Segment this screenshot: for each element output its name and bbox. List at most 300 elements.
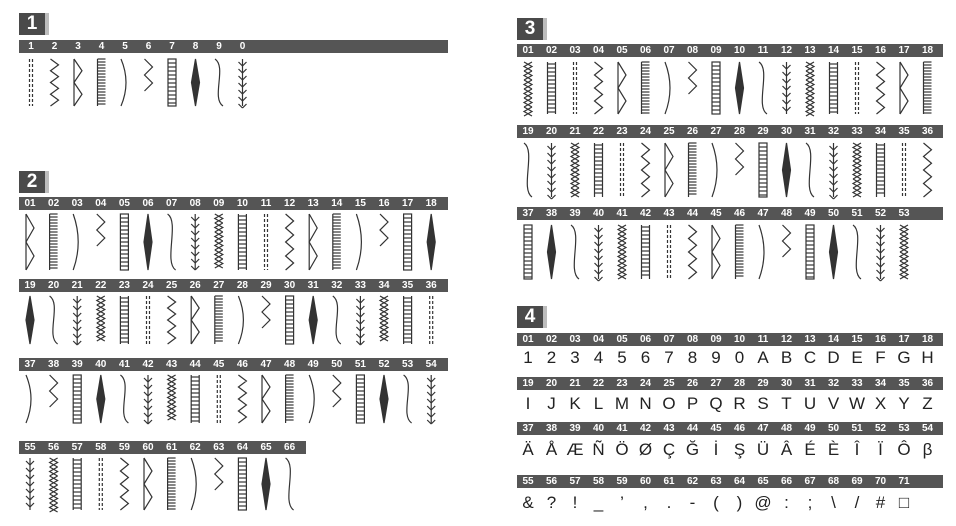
stitch-pattern-icon: [51, 59, 59, 106]
stitch-number-label: 59: [118, 442, 130, 453]
stitch-pattern-icon: [427, 214, 435, 270]
stitch-pattern-icon: [50, 296, 58, 344]
character-glyph: Ü: [756, 440, 770, 459]
stitch-number-label: 9: [216, 41, 222, 52]
stitch-number-label: 03: [569, 45, 581, 56]
character-glyph: #: [875, 493, 886, 512]
stitch-number-label: 46: [733, 423, 746, 434]
stitch-pattern-icon: [147, 296, 150, 344]
stitch-number-label: 06: [639, 45, 652, 56]
stitch-number-label: 23: [616, 378, 628, 389]
stitch-number-label: 42: [142, 359, 154, 370]
stitch-number-label: 57: [71, 442, 83, 453]
stitch-pattern-icon: [356, 296, 364, 345]
stitch-pattern-icon: [618, 225, 626, 279]
character-glyph: 4: [593, 348, 604, 367]
stitch-pattern-icon: [806, 143, 814, 197]
stitch-number-label: 41: [616, 423, 628, 434]
stitch-number-label: 43: [663, 423, 675, 434]
stitch-number-label: 17: [898, 45, 910, 56]
stitch-number-label: 55: [24, 442, 36, 453]
stitch-pattern-icon: [121, 59, 126, 106]
stitch-number-label: 31: [804, 126, 816, 137]
stitch-number-label: 61: [166, 442, 178, 453]
stitch-number-label: 0: [239, 41, 246, 52]
character-glyph: V: [827, 394, 840, 413]
stitch-pattern-icon: [642, 225, 650, 279]
stitch-pattern-icon: [595, 143, 603, 197]
character-glyph: E: [851, 348, 863, 367]
stitch-pattern-icon: [215, 214, 223, 268]
stitch-number-label: 06: [142, 198, 154, 209]
section-4-row-2-characters: [517, 394, 943, 416]
section-3-badge: 3: [517, 18, 543, 40]
stitch-number-label: 43: [166, 359, 178, 370]
stitch-number-label: 41: [616, 208, 628, 219]
section-2-row-2-stitch-patterns: [19, 292, 448, 348]
stitch-number-label: 68: [827, 476, 840, 487]
stitch-number-label: 46: [733, 208, 746, 219]
stitch-pattern-icon: [783, 143, 791, 197]
stitch-number-label: 26: [686, 126, 699, 137]
stitch-number-label: 42: [639, 423, 652, 434]
stitch-number-label: 10: [733, 334, 746, 345]
character-glyph: Ö: [615, 440, 629, 459]
section-3-row-2-number-bar: [517, 125, 943, 138]
stitch-pattern-icon: [73, 296, 81, 345]
stitch-pattern-icon: [286, 214, 294, 270]
stitch-number-label: 6: [145, 41, 152, 52]
stitch-number-label: 13: [804, 45, 816, 56]
stitch-number-label: 22: [592, 378, 605, 389]
stitch-pattern-icon: [595, 62, 603, 114]
stitch-pattern-icon: [144, 458, 152, 510]
stitch-number-label: 59: [616, 476, 628, 487]
stitch-pattern-icon: [571, 143, 579, 197]
stitch-number-label: 14: [827, 45, 840, 56]
stitch-number-label: 03: [569, 334, 581, 345]
stitch-number-label: 39: [569, 423, 581, 434]
stitch-number-label: 50: [827, 208, 840, 219]
stitch-number-label: 37: [522, 208, 534, 219]
stitch-number-label: 03: [71, 198, 83, 209]
character-glyph: \: [831, 493, 836, 512]
stitch-number-label: 26: [686, 378, 699, 389]
stitch-pattern-icon: [759, 225, 764, 279]
stitch-number-label: 41: [118, 359, 130, 370]
stitch-number-label: 05: [616, 45, 628, 56]
stitch-number-label: 01: [522, 334, 534, 345]
stitch-number-label: 21: [569, 126, 581, 137]
section-4-row-2-number-bar: [517, 377, 943, 390]
stitch-number-label: 39: [71, 359, 83, 370]
section-2-badge: 2: [19, 171, 45, 193]
stitch-number-label: 09: [213, 198, 225, 209]
character-glyph: ,: [643, 493, 648, 512]
character-glyph: !: [572, 493, 578, 512]
stitch-number-label: 66: [284, 442, 296, 453]
character-glyph: Î: [854, 440, 860, 459]
stitch-pattern-icon: [262, 458, 270, 510]
stitch-number-label: 29: [260, 280, 272, 291]
stitch-number-label: 22: [95, 280, 107, 291]
stitch-pattern-icon: [853, 143, 861, 197]
stitch-number-label: 63: [710, 476, 722, 487]
stitch-number-label: 57: [569, 476, 581, 487]
stitch-pattern-icon: [50, 214, 58, 270]
stitch-number-label: 53: [898, 423, 910, 434]
stitch-number-label: 48: [780, 208, 793, 219]
stitch-number-label: 71: [898, 476, 910, 487]
character-glyph: Ğ: [685, 440, 700, 459]
section-4-row-4-characters: [517, 493, 943, 515]
stitch-number-label: 40: [592, 423, 605, 434]
section-2-row-2-number-bar: [19, 279, 448, 292]
stitch-number-label: 46: [236, 359, 248, 370]
character-glyph: K: [569, 394, 581, 413]
stitch-number-label: 56: [48, 442, 60, 453]
character-glyph: ?: [546, 493, 557, 512]
stitch-pattern-icon: [736, 62, 744, 114]
section-3-row-3-number-bar: [517, 207, 943, 220]
stitch-number-label: 33: [851, 378, 863, 389]
character-glyph: O: [662, 394, 676, 413]
stitch-number-label: 12: [780, 45, 793, 56]
stitch-number-label: 25: [663, 378, 675, 389]
stitch-number-label: 13: [804, 334, 816, 345]
stitch-pattern-icon: [642, 143, 650, 197]
character-glyph: 7: [664, 348, 674, 367]
character-glyph: U: [803, 394, 817, 413]
stitch-number-label: 34: [874, 126, 887, 137]
stitch-pattern-icon: [238, 458, 246, 510]
stitch-pattern-icon: [524, 143, 532, 197]
section-2-row-3-stitch-patterns: [19, 371, 448, 427]
stitch-pattern-icon: [924, 62, 932, 114]
stitch-number-label: 17: [402, 198, 414, 209]
character-glyph: Ä: [522, 440, 534, 459]
stitch-number-label: 45: [710, 423, 722, 434]
stitch-pattern-icon: [145, 59, 153, 91]
stitch-pattern-icon: [333, 375, 341, 407]
stitch-number-label: 49: [804, 423, 816, 434]
section-1-badge: 1: [19, 13, 45, 35]
stitch-number-label: 18: [425, 198, 437, 209]
character-glyph: T: [781, 394, 792, 413]
stitch-number-label: 12: [284, 198, 296, 209]
character-glyph: β: [922, 440, 933, 459]
stitch-number-label: 61: [663, 476, 675, 487]
stitch-pattern-icon: [238, 214, 246, 270]
stitch-number-label: 07: [663, 334, 675, 345]
stitch-pattern-icon: [217, 375, 220, 423]
character-glyph: (: [713, 493, 719, 512]
stitch-number-label: 16: [378, 198, 390, 209]
stitch-pattern-icon: [524, 225, 532, 279]
stitch-pattern-icon: [877, 225, 885, 281]
stitch-number-label: 15: [354, 198, 366, 209]
stitch-pattern-icon: [571, 225, 579, 279]
stitch-number-label: 36: [921, 378, 934, 389]
stitch-pattern-icon: [144, 214, 152, 270]
character-glyph: Ø: [638, 440, 653, 459]
stitch-pattern-icon: [262, 296, 270, 328]
character-glyph: 3: [570, 348, 580, 367]
character-glyph: _: [593, 493, 604, 512]
stitch-number-label: 32: [827, 378, 840, 389]
character-glyph: :: [784, 493, 789, 512]
stitch-number-label: 33: [354, 280, 366, 291]
stitch-number-label: 48: [780, 423, 793, 434]
stitch-number-label: 23: [616, 126, 628, 137]
stitch-number-label: 25: [663, 126, 675, 137]
stitch-pattern-icon: [736, 225, 744, 279]
character-glyph: H: [921, 348, 934, 367]
stitch-number-label: 7: [169, 41, 175, 52]
character-glyph: W: [848, 394, 866, 413]
stitch-pattern-icon: [120, 458, 128, 510]
stitch-number-label: 30: [780, 126, 793, 137]
stitch-number-label: 32: [331, 280, 343, 291]
stitch-number-label: 08: [686, 334, 699, 345]
stitch-number-label: 55: [522, 476, 534, 487]
stitch-number-label: 56: [545, 476, 558, 487]
stitch-pattern-icon: [404, 214, 412, 270]
stitch-pattern-icon: [689, 62, 697, 94]
stitch-pattern-icon: [215, 296, 223, 344]
character-glyph: Æ: [566, 440, 584, 459]
stitch-pattern-icon: [712, 225, 720, 279]
character-glyph: Z: [922, 394, 933, 413]
stitch-number-label: 25: [166, 280, 178, 291]
stitch-number-label: 10: [236, 198, 248, 209]
stitch-number-label: 19: [522, 378, 534, 389]
character-glyph: I: [525, 394, 531, 413]
stitch-number-label: 50: [827, 423, 840, 434]
stitch-number-label: 60: [142, 442, 154, 453]
stitch-pattern-icon: [548, 143, 556, 199]
stitch-number-label: 29: [757, 126, 769, 137]
section-2-row-3-number-bar: [19, 358, 448, 371]
section-4-row-3-characters: [517, 440, 943, 462]
stitch-pattern-icon: [97, 296, 105, 341]
stitch-pattern-icon: [238, 375, 246, 423]
stitch-pattern-icon: [120, 296, 128, 344]
stitch-pattern-icon: [356, 214, 361, 270]
stitch-pattern-icon: [430, 296, 433, 344]
stitch-number-label: 18: [921, 45, 934, 56]
stitch-number-label: 67: [804, 476, 816, 487]
stitch-pattern-icon: [73, 214, 78, 270]
stitch-number-label: 20: [48, 280, 60, 291]
stitch-number-label: 63: [213, 442, 225, 453]
stitch-pattern-icon: [144, 375, 152, 424]
stitch-number-label: 47: [757, 423, 769, 434]
stitch-number-label: 20: [545, 378, 558, 389]
stitch-number-label: 15: [851, 334, 863, 345]
stitch-pattern-icon: [712, 62, 720, 114]
stitch-pattern-icon: [380, 214, 388, 246]
stitch-number-label: 27: [213, 280, 225, 291]
stitch-number-label: 18: [921, 334, 934, 345]
stitch-pattern-icon: [191, 214, 199, 270]
stitch-number-label: 21: [569, 378, 581, 389]
section-4-badge: 4: [517, 306, 543, 328]
stitch-pattern-icon: [309, 375, 314, 423]
section-2-row-4-stitch-patterns: [19, 454, 306, 514]
character-glyph: S: [757, 394, 769, 413]
stitch-pattern-icon: [783, 225, 791, 257]
character-glyph: 0: [734, 348, 745, 367]
stitch-number-label: 20: [545, 126, 558, 137]
stitch-number-label: 60: [639, 476, 652, 487]
character-glyph: Ñ: [592, 440, 605, 459]
stitch-number-label: 58: [95, 442, 107, 453]
stitch-number-label: 19: [522, 126, 534, 137]
stitch-number-label: 37: [522, 423, 534, 434]
stitch-number-label: 08: [686, 45, 699, 56]
character-glyph: ;: [807, 493, 813, 512]
stitch-pattern-icon: [191, 375, 199, 423]
stitch-number-label: 49: [804, 208, 816, 219]
stitch-number-label: 52: [378, 359, 390, 370]
stitch-number-label: 49: [307, 359, 319, 370]
stitch-number-label: 07: [166, 198, 178, 209]
stitch-pattern-icon: [877, 62, 885, 114]
stitch-number-label: 45: [710, 208, 722, 219]
stitch-pattern-icon: [286, 296, 294, 344]
stitch-pattern-icon: [427, 375, 435, 424]
stitch-pattern-icon: [26, 458, 34, 510]
stitch-number-label: 01: [522, 45, 534, 56]
stitch-number-label: 62: [189, 442, 201, 453]
stitch-pattern-icon: [380, 296, 388, 341]
stitch-pattern-icon: [404, 375, 412, 423]
section-3-row-1-stitch-patterns: [517, 58, 943, 118]
stitch-number-label: 04: [95, 198, 107, 209]
stitch-pattern-icon: [239, 59, 247, 108]
stitch-number-label: 65: [260, 442, 272, 453]
character-glyph: ): [736, 493, 743, 512]
character-glyph: 9: [711, 348, 721, 367]
stitch-pattern-icon: [618, 62, 626, 114]
stitch-number-label: 51: [851, 208, 863, 219]
stitch-number-label: 04: [592, 45, 605, 56]
stitch-pattern-icon: [574, 62, 577, 114]
stitch-number-label: 28: [236, 280, 248, 291]
character-glyph: È: [827, 440, 840, 459]
stitch-pattern-icon: [903, 143, 906, 197]
stitch-pattern-icon: [168, 214, 176, 270]
stitch-number-label: 52: [874, 423, 887, 434]
stitch-number-label: 2: [51, 41, 58, 52]
stitch-number-label: 66: [780, 476, 793, 487]
stitch-number-label: 19: [24, 280, 36, 291]
stitch-number-label: 27: [710, 126, 722, 137]
stitch-number-label: 47: [757, 208, 769, 219]
stitch-pattern-icon: [900, 62, 908, 114]
stitch-number-label: 43: [663, 208, 675, 219]
stitch-number-label: 65: [757, 476, 769, 487]
stitch-pattern-icon: [309, 214, 317, 270]
character-glyph: Â: [780, 440, 793, 459]
stitch-number-label: 31: [804, 378, 816, 389]
stitch-pattern-icon: [98, 59, 106, 106]
stitch-number-label: 31: [307, 280, 319, 291]
stitch-number-label: 05: [118, 198, 130, 209]
stitch-number-label: 02: [48, 198, 60, 209]
stitch-number-label: 14: [331, 198, 343, 209]
stitch-pattern-icon: [168, 296, 176, 344]
stitch-pattern-icon: [877, 143, 885, 197]
stitch-pattern-icon: [120, 375, 128, 423]
stitch-pattern-icon: [333, 214, 341, 270]
stitch-pattern-icon: [265, 214, 268, 270]
stitch-pattern-icon: [900, 225, 908, 279]
stitch-pattern-icon: [73, 375, 81, 423]
stitch-number-label: 02: [545, 45, 558, 56]
stitch-number-label: 40: [95, 359, 107, 370]
section-4-row-4-number-bar: [517, 475, 943, 488]
character-glyph: /: [854, 493, 860, 512]
stitch-number-label: 34: [378, 280, 390, 291]
stitch-number-label: 30: [284, 280, 296, 291]
stitch-number-label: 32: [827, 126, 840, 137]
stitch-number-label: 26: [189, 280, 201, 291]
stitch-number-label: 51: [851, 423, 863, 434]
section-1-number-bar: [19, 40, 448, 53]
stitch-pattern-icon: [830, 143, 838, 199]
stitch-pattern-icon: [26, 375, 31, 423]
stitch-number-label: 1: [28, 41, 34, 52]
stitch-pattern-icon: [853, 225, 861, 279]
stitch-pattern-icon: [806, 225, 814, 279]
stitch-number-label: 35: [898, 126, 910, 137]
stitch-pattern-icon: [168, 59, 176, 106]
stitch-pattern-icon: [333, 296, 341, 344]
stitch-number-label: 01: [24, 198, 36, 209]
character-glyph: G: [897, 348, 911, 367]
stitch-pattern-icon: [192, 59, 200, 106]
stitch-pattern-icon: [26, 214, 34, 270]
stitch-number-label: 13: [307, 198, 319, 209]
stitch-number-label: 54: [921, 423, 934, 434]
character-glyph: D: [827, 348, 840, 367]
stitch-number-label: 38: [545, 423, 558, 434]
stitch-number-label: 36: [921, 126, 934, 137]
character-glyph: X: [874, 394, 887, 413]
character-glyph: R: [733, 394, 746, 413]
stitch-number-label: 11: [757, 334, 769, 345]
stitch-pattern-icon: [712, 143, 717, 197]
stitch-pattern-icon: [120, 214, 128, 270]
stitch-pattern-icon: [191, 296, 199, 344]
character-glyph: N: [639, 394, 652, 413]
stitch-pattern-icon: [642, 62, 650, 114]
stitch-number-label: 29: [757, 378, 769, 389]
stitch-pattern-icon: [665, 62, 670, 114]
stitch-pattern-icon: [74, 59, 82, 106]
character-glyph: B: [780, 348, 793, 367]
stitch-number-label: 16: [874, 334, 887, 345]
character-glyph: 8: [687, 348, 698, 367]
stitch-number-label: 64: [733, 476, 746, 487]
stitch-pattern-icon: [168, 375, 176, 420]
stitch-number-label: 52: [874, 208, 887, 219]
stitch-number-label: 35: [402, 280, 414, 291]
stitch-pattern-icon: [215, 458, 223, 490]
stitch-number-label: 44: [189, 359, 201, 370]
